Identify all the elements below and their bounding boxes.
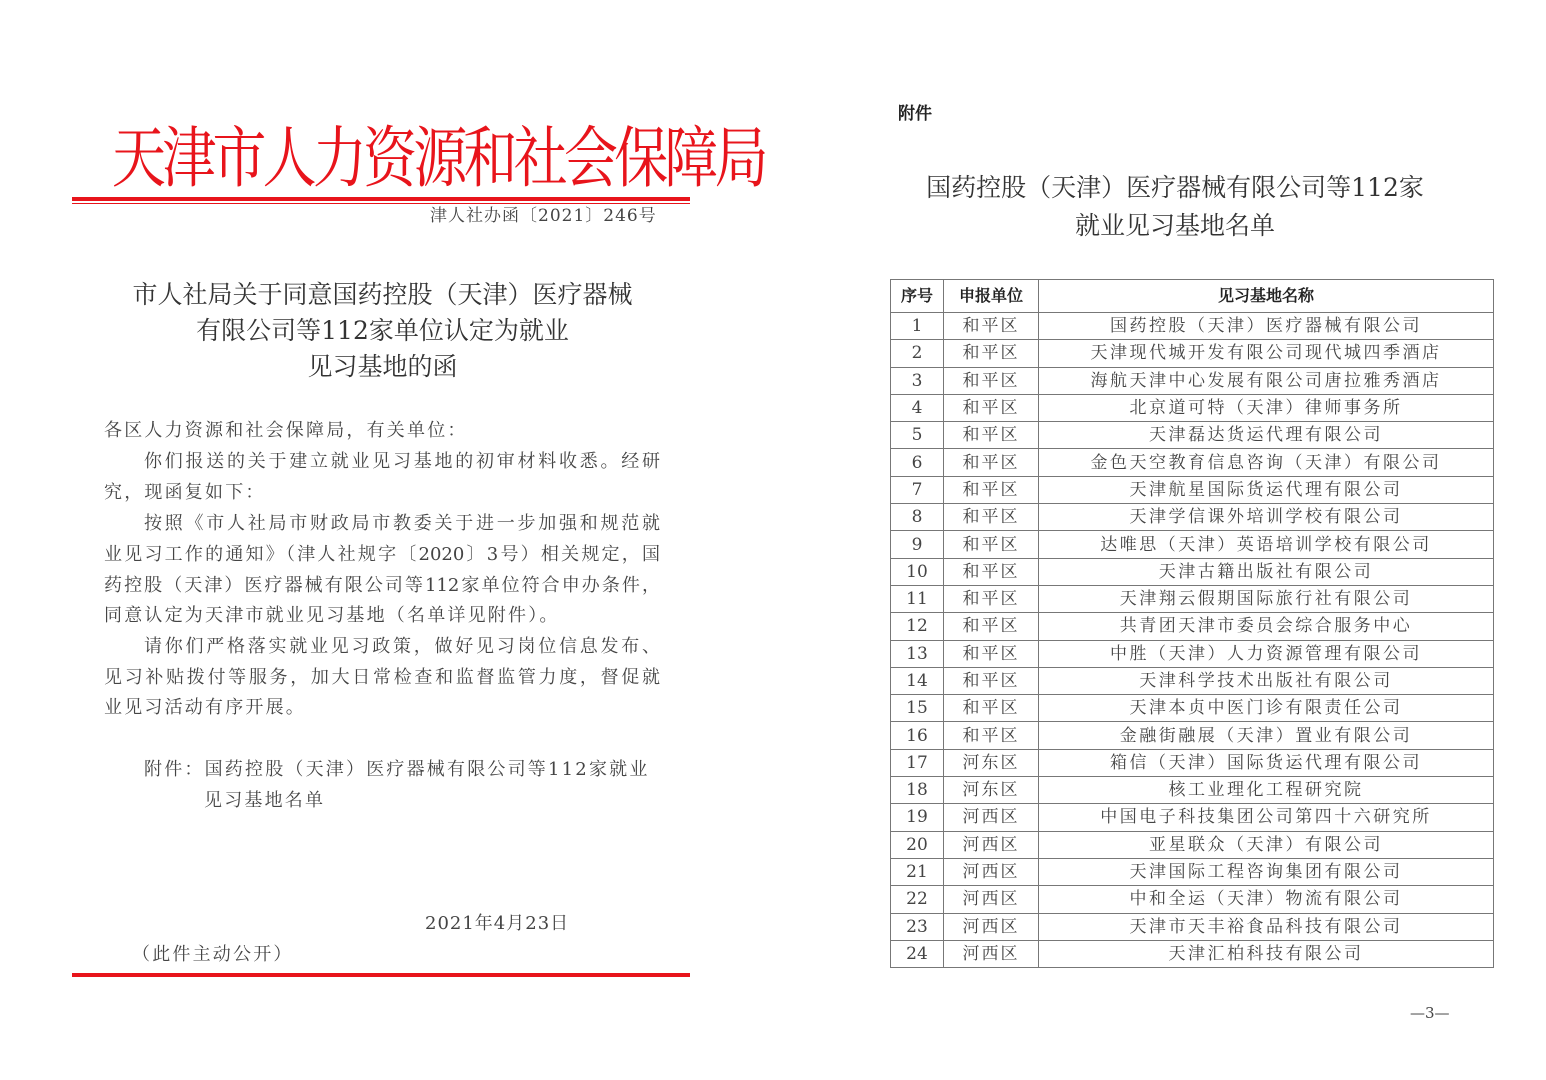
cell-name: 金融街融展（天津）置业有限公司 xyxy=(1039,722,1494,749)
body-line: 按照《市人社局市财政局市教委关于进一步加强和规范就 xyxy=(144,513,660,534)
page-number: —3— xyxy=(1410,1004,1450,1022)
cell-district: 和平区 xyxy=(944,449,1039,476)
table-row xyxy=(891,531,1494,558)
attachment-note-cont: 见习基地名单 xyxy=(204,790,326,811)
cell-index: 18 xyxy=(891,777,944,804)
cell-index: 24 xyxy=(891,940,944,967)
table-row xyxy=(891,913,1494,940)
table-row xyxy=(891,504,1494,531)
cell-district: 和平区 xyxy=(944,313,1039,340)
letter-title-line: 见习基地的函 xyxy=(307,352,458,381)
header-base-name: 见习基地名称 xyxy=(1039,280,1494,313)
cell-district: 河西区 xyxy=(944,913,1039,940)
cell-index: 2 xyxy=(891,340,944,367)
cell-district: 和平区 xyxy=(944,394,1039,421)
cell-district: 河东区 xyxy=(944,777,1039,804)
cell-district: 和平区 xyxy=(944,367,1039,394)
cell-name: 天津磊达货运代理有限公司 xyxy=(1039,422,1494,449)
cell-index: 9 xyxy=(891,531,944,558)
cell-name: 天津翔云假期国际旅行社有限公司 xyxy=(1039,585,1494,612)
cell-name: 天津汇柏科技有限公司 xyxy=(1039,940,1494,967)
cell-name: 国药控股（天津）医疗器械有限公司 xyxy=(1039,313,1494,340)
cell-district: 和平区 xyxy=(944,585,1039,612)
table-row xyxy=(891,394,1494,421)
body-line: 请你们严格落实就业见习政策，做好见习岗位信息发布、 xyxy=(144,636,660,657)
header-district: 申报单位 xyxy=(944,280,1039,313)
cell-index: 16 xyxy=(891,722,944,749)
cell-name: 天津科学技术出版社有限公司 xyxy=(1039,667,1494,694)
table-row xyxy=(891,749,1494,776)
cell-index: 17 xyxy=(891,749,944,776)
cell-district: 和平区 xyxy=(944,531,1039,558)
cell-index: 23 xyxy=(891,913,944,940)
cell-district: 和平区 xyxy=(944,476,1039,503)
cell-name: 天津航星国际货运代理有限公司 xyxy=(1039,476,1494,503)
cell-district: 河西区 xyxy=(944,858,1039,885)
cell-district: 和平区 xyxy=(944,558,1039,585)
table-row xyxy=(891,858,1494,885)
cell-district: 和平区 xyxy=(944,613,1039,640)
table-row xyxy=(891,695,1494,722)
attachment-label: 附件 xyxy=(898,104,932,124)
cell-index: 15 xyxy=(891,695,944,722)
body-line: 你们报送的关于建立就业见习基地的初审材料收悉。经研 xyxy=(144,451,660,472)
cell-district: 和平区 xyxy=(944,667,1039,694)
table-row xyxy=(891,449,1494,476)
agency-letterhead: 天津市人力资源和社会保障局 xyxy=(112,118,765,198)
cell-name: 达唯思（天津）英语培训学校有限公司 xyxy=(1039,531,1494,558)
body-line: 究，现函复如下： xyxy=(104,482,266,503)
salutation: 各区人力资源和社会保障局，有关单位： xyxy=(104,420,468,441)
body-line: 业见习活动有序开展。 xyxy=(104,697,306,718)
cell-district: 河东区 xyxy=(944,749,1039,776)
table-row xyxy=(891,340,1494,367)
cell-name: 天津市天丰裕食品科技有限公司 xyxy=(1039,913,1494,940)
cell-name: 天津学信课外培训学校有限公司 xyxy=(1039,504,1494,531)
cell-district: 和平区 xyxy=(944,504,1039,531)
cell-name: 北京道可特（天津）律师事务所 xyxy=(1039,394,1494,421)
header-index: 序号 xyxy=(891,280,944,313)
cell-index: 10 xyxy=(891,558,944,585)
cell-index: 5 xyxy=(891,422,944,449)
cell-index: 7 xyxy=(891,476,944,503)
cell-district: 和平区 xyxy=(944,695,1039,722)
cell-district: 河西区 xyxy=(944,940,1039,967)
cell-index: 12 xyxy=(891,613,944,640)
table-row xyxy=(891,831,1494,858)
table-row xyxy=(891,804,1494,831)
cell-district: 河西区 xyxy=(944,831,1039,858)
cell-district: 河西区 xyxy=(944,804,1039,831)
table-row xyxy=(891,777,1494,804)
base-list-table xyxy=(890,279,1494,968)
cell-index: 14 xyxy=(891,667,944,694)
cell-index: 8 xyxy=(891,504,944,531)
cell-index: 4 xyxy=(891,394,944,421)
body-line: 见习补贴拨付等服务，加大日常检查和监督监管力度，督促就 xyxy=(104,667,660,688)
cell-name: 海航天津中心发展有限公司唐拉雅秀酒店 xyxy=(1039,367,1494,394)
table-row xyxy=(891,558,1494,585)
attachment-title-line: 就业见习基地名单 xyxy=(1074,211,1275,240)
cell-name: 箱信（天津）国际货运代理有限公司 xyxy=(1039,749,1494,776)
table-row xyxy=(891,585,1494,612)
cell-district: 河西区 xyxy=(944,886,1039,913)
document-number: 津人社办函〔2021〕246号 xyxy=(430,206,657,226)
body-line: 业见习工作的通知》（津人社规字〔2020〕3号）相关规定，国 xyxy=(104,544,660,565)
body-line: 药控股（天津）医疗器械有限公司等112家单位符合申办条件， xyxy=(104,575,660,596)
cell-name: 金色天空教育信息咨询（天津）有限公司 xyxy=(1039,449,1494,476)
table-row xyxy=(891,940,1494,967)
cell-name: 天津现代城开发有限公司现代城四季酒店 xyxy=(1039,340,1494,367)
red-divider-bottom xyxy=(72,973,690,977)
cell-index: 1 xyxy=(891,313,944,340)
cell-district: 和平区 xyxy=(944,640,1039,667)
cell-name: 中国电子科技集团公司第四十六研究所 xyxy=(1039,804,1494,831)
public-note: （此件主动公开） xyxy=(132,944,294,965)
table-row xyxy=(891,722,1494,749)
table-row xyxy=(891,367,1494,394)
cell-name: 天津国际工程咨询集团有限公司 xyxy=(1039,858,1494,885)
cell-name: 亚星联众（天津）有限公司 xyxy=(1039,831,1494,858)
attachment-title-line: 国药控股（天津）医疗器械有限公司等112家 xyxy=(926,173,1424,202)
letter-date: 2021年4月23日 xyxy=(425,913,570,934)
body-line: 同意认定为天津市就业见习基地（名单详见附件）。 xyxy=(104,605,560,626)
cell-name: 核工业理化工程研究院 xyxy=(1039,777,1494,804)
letter-title-line: 市人社局关于同意国药控股（天津）医疗器械 xyxy=(132,280,633,309)
cell-district: 和平区 xyxy=(944,422,1039,449)
cell-index: 3 xyxy=(891,367,944,394)
cell-name: 天津本贞中医门诊有限责任公司 xyxy=(1039,695,1494,722)
cell-name: 中和全运（天津）物流有限公司 xyxy=(1039,886,1494,913)
cell-index: 13 xyxy=(891,640,944,667)
cell-name: 共青团天津市委员会综合服务中心 xyxy=(1039,613,1494,640)
letter-title-line: 有限公司等112家单位认定为就业 xyxy=(196,316,569,345)
cell-index: 22 xyxy=(891,886,944,913)
cell-index: 21 xyxy=(891,858,944,885)
table-header-row xyxy=(891,280,1494,313)
cell-index: 6 xyxy=(891,449,944,476)
attachment-note: 附件：国药控股（天津）医疗器械有限公司等112家就业 xyxy=(144,759,650,780)
cell-district: 和平区 xyxy=(944,340,1039,367)
cell-index: 20 xyxy=(891,831,944,858)
table-row xyxy=(891,640,1494,667)
cell-index: 11 xyxy=(891,585,944,612)
cell-name: 天津古籍出版社有限公司 xyxy=(1039,558,1494,585)
table-row xyxy=(891,667,1494,694)
table-row xyxy=(891,476,1494,503)
table-row xyxy=(891,422,1494,449)
table-row xyxy=(891,313,1494,340)
cell-district: 和平区 xyxy=(944,722,1039,749)
cell-index: 19 xyxy=(891,804,944,831)
cell-name: 中胜（天津）人力资源管理有限公司 xyxy=(1039,640,1494,667)
table-row xyxy=(891,613,1494,640)
table-row xyxy=(891,886,1494,913)
